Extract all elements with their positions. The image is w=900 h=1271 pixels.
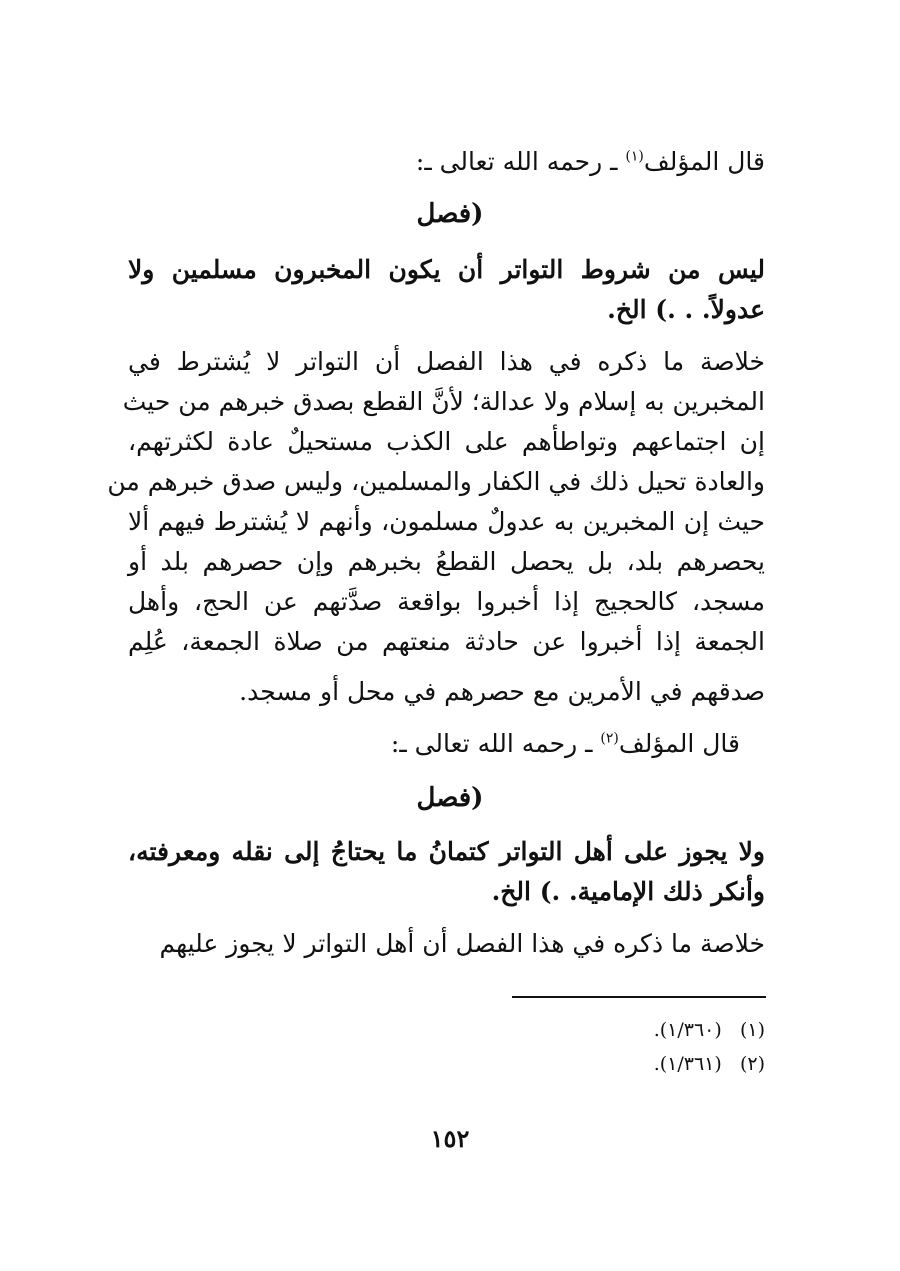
author-prefix: قال المؤلف <box>618 729 740 758</box>
body-line: خلاصة ما ذكره في هذا الفصل أن التواتر لا يُشترط في <box>128 347 765 376</box>
page-number: ١٥٢ <box>430 1124 470 1153</box>
footnote-text: (١/٣٦١). <box>653 1053 722 1075</box>
body-line: حيث إن المخبرين به عدولٌ مسلمون، وأنهم لا يُشترط فيهم ألا <box>128 507 765 536</box>
footnote-2 <box>654 1050 765 1078</box>
footnote-marker: (٢) <box>600 730 619 747</box>
footnote-1 <box>654 1016 765 1044</box>
body-line: والعادة تحيل ذلك في الكفار والمسلمين، وليس صدق خبرهم من <box>107 467 765 496</box>
body-line: الجمعة إذا أخبروا عن حادثة منعتهم من صلاة الجمعة، عُلِم <box>128 627 765 656</box>
body-line: مسجد، كالحجيج إذا أخبروا بواقعة صدَّتهم عن الحج، وأهل <box>128 587 765 616</box>
author-intro-2 <box>391 726 740 762</box>
author-suffix: ـ رحمه الله تعالى ـ: <box>415 147 626 176</box>
author-suffix: ـ رحمه الله تعالى ـ: <box>390 729 601 758</box>
body-line: يحصرهم بلد، بل يحصل القطعُ بخبرهم وإن حصرهم بلد أو <box>128 547 765 576</box>
quote-line: ليس من شروط التواتر أن يكون المخبرون مسلمين ولا <box>128 255 765 284</box>
quote-line: عدولاً. . .) الخ. <box>607 295 765 324</box>
footnote-marker: (١) <box>739 1019 765 1041</box>
author-prefix: قال المؤلف <box>643 147 765 176</box>
footnote-marker: (١) <box>625 148 644 165</box>
section-heading-1: (فصل <box>416 199 484 229</box>
body-line: صدقهم في الأمرين مع حصرهم في محل أو مسجد. <box>239 677 765 706</box>
body-line: المخبرين به إسلام ولا عدالة؛ لأنَّ القطع بصدق خبرهم من حيث <box>122 387 765 416</box>
body-line: إن اجتماعهم وتواطأهم على الكذب مستحيلٌ عادة لكثرتهم، <box>128 427 765 456</box>
body-line: خلاصة ما ذكره في هذا الفصل أن أهل التواتر لا يجوز عليهم <box>159 929 765 958</box>
quote-line: ولا يجوز على أهل التواتر كتمانُ ما يحتاجُ إلى نقله ومعرفته، <box>128 837 765 866</box>
section-heading-2: (فصل <box>416 783 484 813</box>
footnote-text: (١/٣٦٠). <box>653 1019 722 1041</box>
author-intro-1 <box>416 144 765 180</box>
footnote-rule <box>512 996 766 998</box>
footnote-marker: (٢) <box>739 1053 765 1075</box>
quote-line: وأنكر ذلك الإمامية. .) الخ. <box>491 877 765 906</box>
